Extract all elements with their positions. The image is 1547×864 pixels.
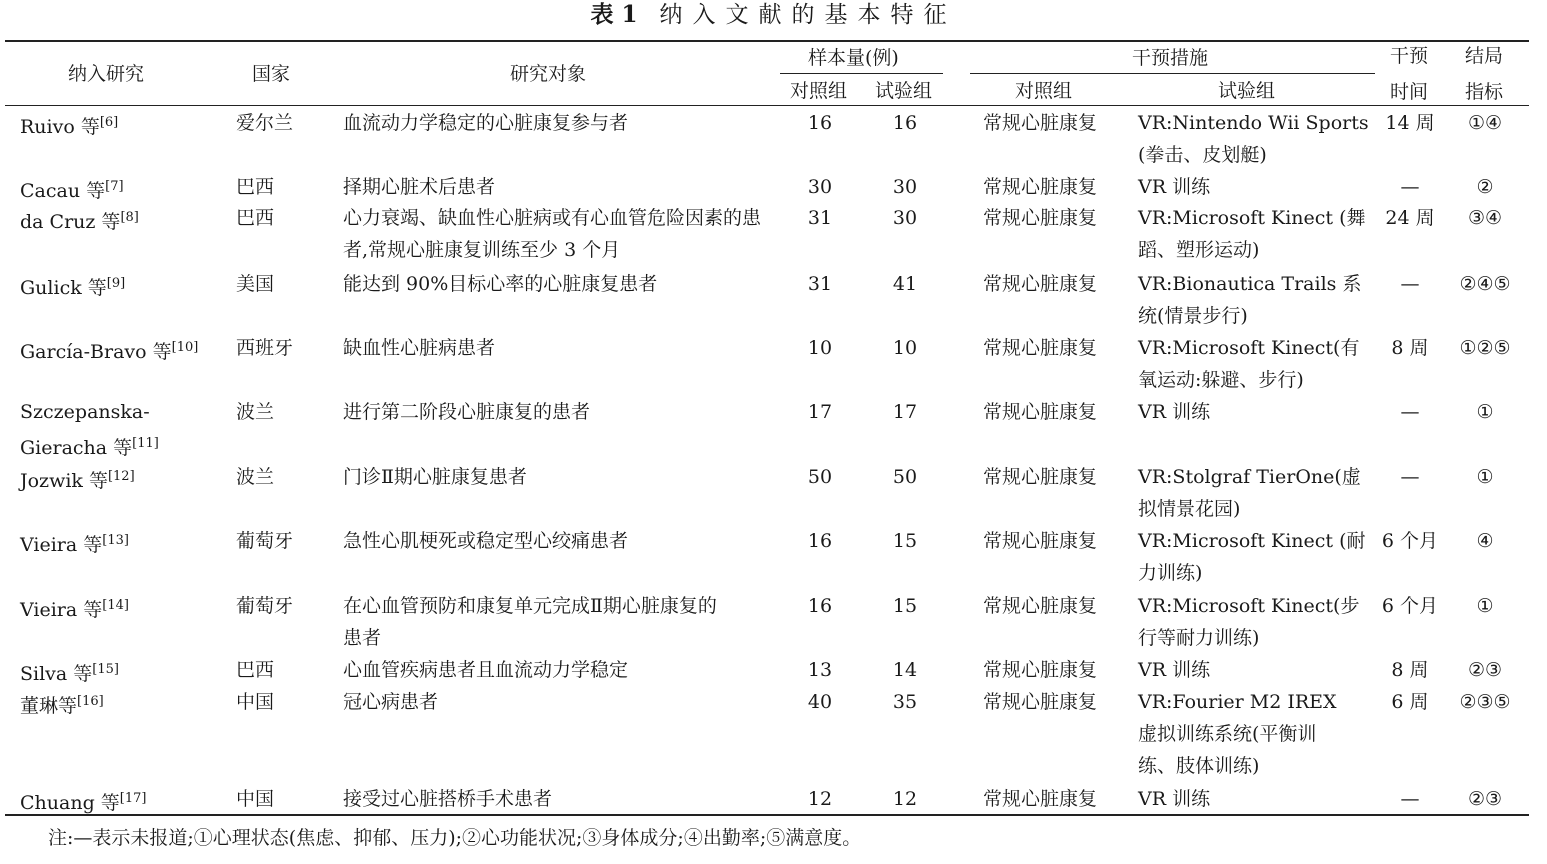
cell-n-control: 30 (807, 176, 833, 198)
cell-ctrl: 常规心脏康复 (983, 691, 1098, 713)
cell-trial: VR:Stolgraf TierOne(虚拟情景花园) (1138, 466, 1361, 520)
header-study: 纳入研究 (68, 63, 145, 85)
table-caption: 纳入文献的基本特征 (659, 2, 957, 28)
cell-time: — (1400, 176, 1420, 198)
cell-subject: 心血管疾病患者且血流动力学稳定 (343, 659, 629, 681)
cell-ctrl: 常规心脏康复 (983, 401, 1098, 423)
cell-subject: 缺血性心脏病患者 (343, 337, 496, 359)
cell-country: 巴西 (236, 207, 275, 229)
cell-outcome: ②③ (1467, 788, 1503, 810)
cell-n-control: 17 (807, 401, 833, 423)
cell-outcome: ①④ (1467, 112, 1503, 134)
cell-subject: 心力衰竭、缺血性心脏病或有心血管危险因素的患者,常规心脏康复训练至少 3 个月 (343, 207, 762, 261)
cell-trial: VR 训练 (1138, 176, 1211, 198)
cell-outcome: ②③ (1467, 659, 1503, 681)
cell-subject: 进行第二阶段心脏康复的患者 (343, 401, 591, 423)
cell-subject: 接受过心脏搭桥手术患者 (343, 788, 553, 810)
cell-outcome: ③④ (1467, 207, 1503, 229)
table-footnote: 注:—表示未报道;①心理状态(焦虑、抑郁、压力);②心功能状况;③身体成分;④出勤率;⑤满意度。 (48, 827, 862, 849)
cell-trial: VR:Microsoft Kinect(步行等耐力训练) (1138, 595, 1360, 649)
header-intervention: 干预措施 (1132, 47, 1209, 69)
cell-n-trial: 50 (892, 466, 918, 488)
cell-study: Vieira 等[14] (20, 598, 129, 621)
cell-ctrl: 常规心脏康复 (983, 530, 1098, 552)
cell-study: Cacau 等[7] (20, 179, 124, 202)
cell-study: Ruivo 等[6] (20, 115, 119, 138)
cell-n-control: 31 (807, 273, 833, 295)
cell-n-trial: 16 (892, 112, 918, 134)
cell-ctrl: 常规心脏康复 (983, 659, 1098, 681)
cell-outcome: ① (1476, 466, 1494, 488)
cell-n-control: 31 (807, 207, 833, 229)
cell-n-control: 16 (807, 595, 833, 617)
cell-time: — (1400, 273, 1420, 295)
cell-subject: 在心血管预防和康复单元完成Ⅱ期心脏康复的患者 (343, 595, 717, 649)
cell-study: Chuang 等[17] (20, 791, 147, 814)
cell-country: 爱尔兰 (236, 112, 294, 134)
cell-n-trial: 17 (892, 401, 918, 423)
cell-country: 中国 (236, 788, 275, 810)
cell-subject: 血流动力学稳定的心脏康复参与者 (343, 112, 629, 134)
cell-n-control: 50 (807, 466, 833, 488)
cell-time: 8 周 (1391, 659, 1429, 681)
cell-outcome: ④ (1476, 530, 1494, 552)
cell-n-trial: 30 (892, 207, 918, 229)
intervention-subrule (970, 73, 1375, 74)
cell-subject: 冠心病患者 (343, 691, 439, 713)
cell-ctrl: 常规心脏康复 (983, 595, 1098, 617)
header-rule (5, 105, 1529, 106)
cell-n-control: 40 (807, 691, 833, 713)
header-country: 国家 (252, 63, 291, 85)
cell-time: 6 个月 (1381, 595, 1439, 617)
cell-n-trial: 35 (892, 691, 918, 713)
cell-country: 巴西 (236, 176, 275, 198)
header-interv-trial: 试验组 (1218, 80, 1276, 102)
cell-trial: VR:Bionautica Trails 系统(情景步行) (1138, 273, 1362, 327)
cell-ctrl: 常规心脏康复 (983, 337, 1098, 359)
cell-ctrl: 常规心脏康复 (983, 207, 1098, 229)
cell-ctrl: 常规心脏康复 (983, 176, 1098, 198)
cell-n-trial: 30 (892, 176, 918, 198)
cell-study: Silva 等[15] (20, 662, 119, 685)
table-number: 表 1 (590, 1, 638, 28)
cell-trial: VR 训练 (1138, 659, 1211, 681)
cell-ctrl: 常规心脏康复 (983, 788, 1098, 810)
cell-n-control: 16 (807, 530, 833, 552)
header-outcome-line1: 结局 (1465, 45, 1504, 67)
cell-study: Gulick 等[9] (20, 276, 126, 299)
cell-outcome: ② (1476, 176, 1494, 198)
cell-outcome: ②④⑤ (1459, 273, 1511, 295)
cell-country: 巴西 (236, 659, 275, 681)
header-time-line2: 时间 (1390, 81, 1429, 103)
cell-n-trial: 10 (892, 337, 918, 359)
cell-ctrl: 常规心脏康复 (983, 273, 1098, 295)
cell-time: 14 周 (1385, 112, 1435, 134)
cell-n-control: 10 (807, 337, 833, 359)
cell-outcome: ① (1476, 595, 1494, 617)
cell-study: da Cruz 等[8] (20, 210, 139, 233)
cell-outcome: ① (1476, 401, 1494, 423)
cell-time: 24 周 (1385, 207, 1435, 229)
header-interv-control: 对照组 (1015, 80, 1073, 102)
cell-trial: VR:Microsoft Kinect(有氧运动:躲避、步行) (1138, 337, 1360, 391)
cell-country: 西班牙 (236, 337, 294, 359)
cell-ctrl: 常规心脏康复 (983, 112, 1098, 134)
cell-trial: VR:Nintendo Wii Sports (拳击、皮划艇) (1138, 112, 1369, 166)
cell-country: 波兰 (236, 466, 275, 488)
cell-n-control: 16 (807, 112, 833, 134)
cell-n-control: 12 (807, 788, 833, 810)
cell-n-trial: 12 (892, 788, 918, 810)
cell-study: 董琳等[16] (20, 694, 104, 717)
cell-time: 8 周 (1391, 337, 1429, 359)
cell-n-trial: 41 (892, 273, 918, 295)
cell-trial: VR:Microsoft Kinect (耐力训练) (1138, 530, 1366, 584)
cell-ctrl: 常规心脏康复 (983, 466, 1098, 488)
cell-trial: VR:Microsoft Kinect (舞蹈、塑形运动) (1138, 207, 1366, 261)
cell-n-trial: 14 (892, 659, 918, 681)
cell-country: 中国 (236, 691, 275, 713)
cell-study: García-Bravo 等[10] (20, 340, 199, 363)
header-sample-size: 样本量(例) (808, 47, 899, 69)
cell-trial: VR 训练 (1138, 401, 1211, 423)
cell-subject: 门诊Ⅱ期心脏康复患者 (343, 466, 527, 488)
cell-country: 葡萄牙 (236, 530, 294, 552)
cell-n-trial: 15 (892, 530, 918, 552)
cell-outcome: ①②⑤ (1459, 337, 1511, 359)
cell-subject: 择期心脏术后患者 (343, 176, 496, 198)
cell-country: 葡萄牙 (236, 595, 294, 617)
header-sample-control: 对照组 (790, 80, 848, 102)
cell-outcome: ②③⑤ (1459, 691, 1511, 713)
cell-time: — (1400, 401, 1420, 423)
cell-subject: 急性心肌梗死或稳定型心绞痛患者 (343, 530, 629, 552)
cell-country: 波兰 (236, 401, 275, 423)
cell-n-trial: 15 (892, 595, 918, 617)
header-outcome-line2: 指标 (1465, 81, 1504, 103)
cell-subject: 能达到 90%目标心率的心脏康复患者 (343, 273, 658, 295)
header-subject: 研究对象 (510, 63, 587, 85)
cell-time: 6 周 (1391, 691, 1429, 713)
cell-trial: VR 训练 (1138, 788, 1211, 810)
cell-time: — (1400, 466, 1420, 488)
sample-size-subrule (780, 73, 943, 74)
cell-n-control: 13 (807, 659, 833, 681)
header-time-line1: 干预 (1390, 45, 1429, 67)
cell-country: 美国 (236, 273, 275, 295)
cell-study: Jozwik 等[12] (20, 469, 135, 492)
cell-study: Szczepanska-Gieracha 等[11] (20, 401, 159, 459)
cell-time: 6 个月 (1381, 530, 1439, 552)
header-sample-trial: 试验组 (875, 80, 933, 102)
cell-study: Vieira 等[13] (20, 533, 129, 556)
cell-trial: VR:Fourier M2 IREX 虚拟训练系统(平衡训练、肢体训练) (1138, 691, 1337, 777)
cell-time: — (1400, 788, 1420, 810)
top-rule (5, 40, 1529, 42)
table-title (0, 0, 1547, 30)
